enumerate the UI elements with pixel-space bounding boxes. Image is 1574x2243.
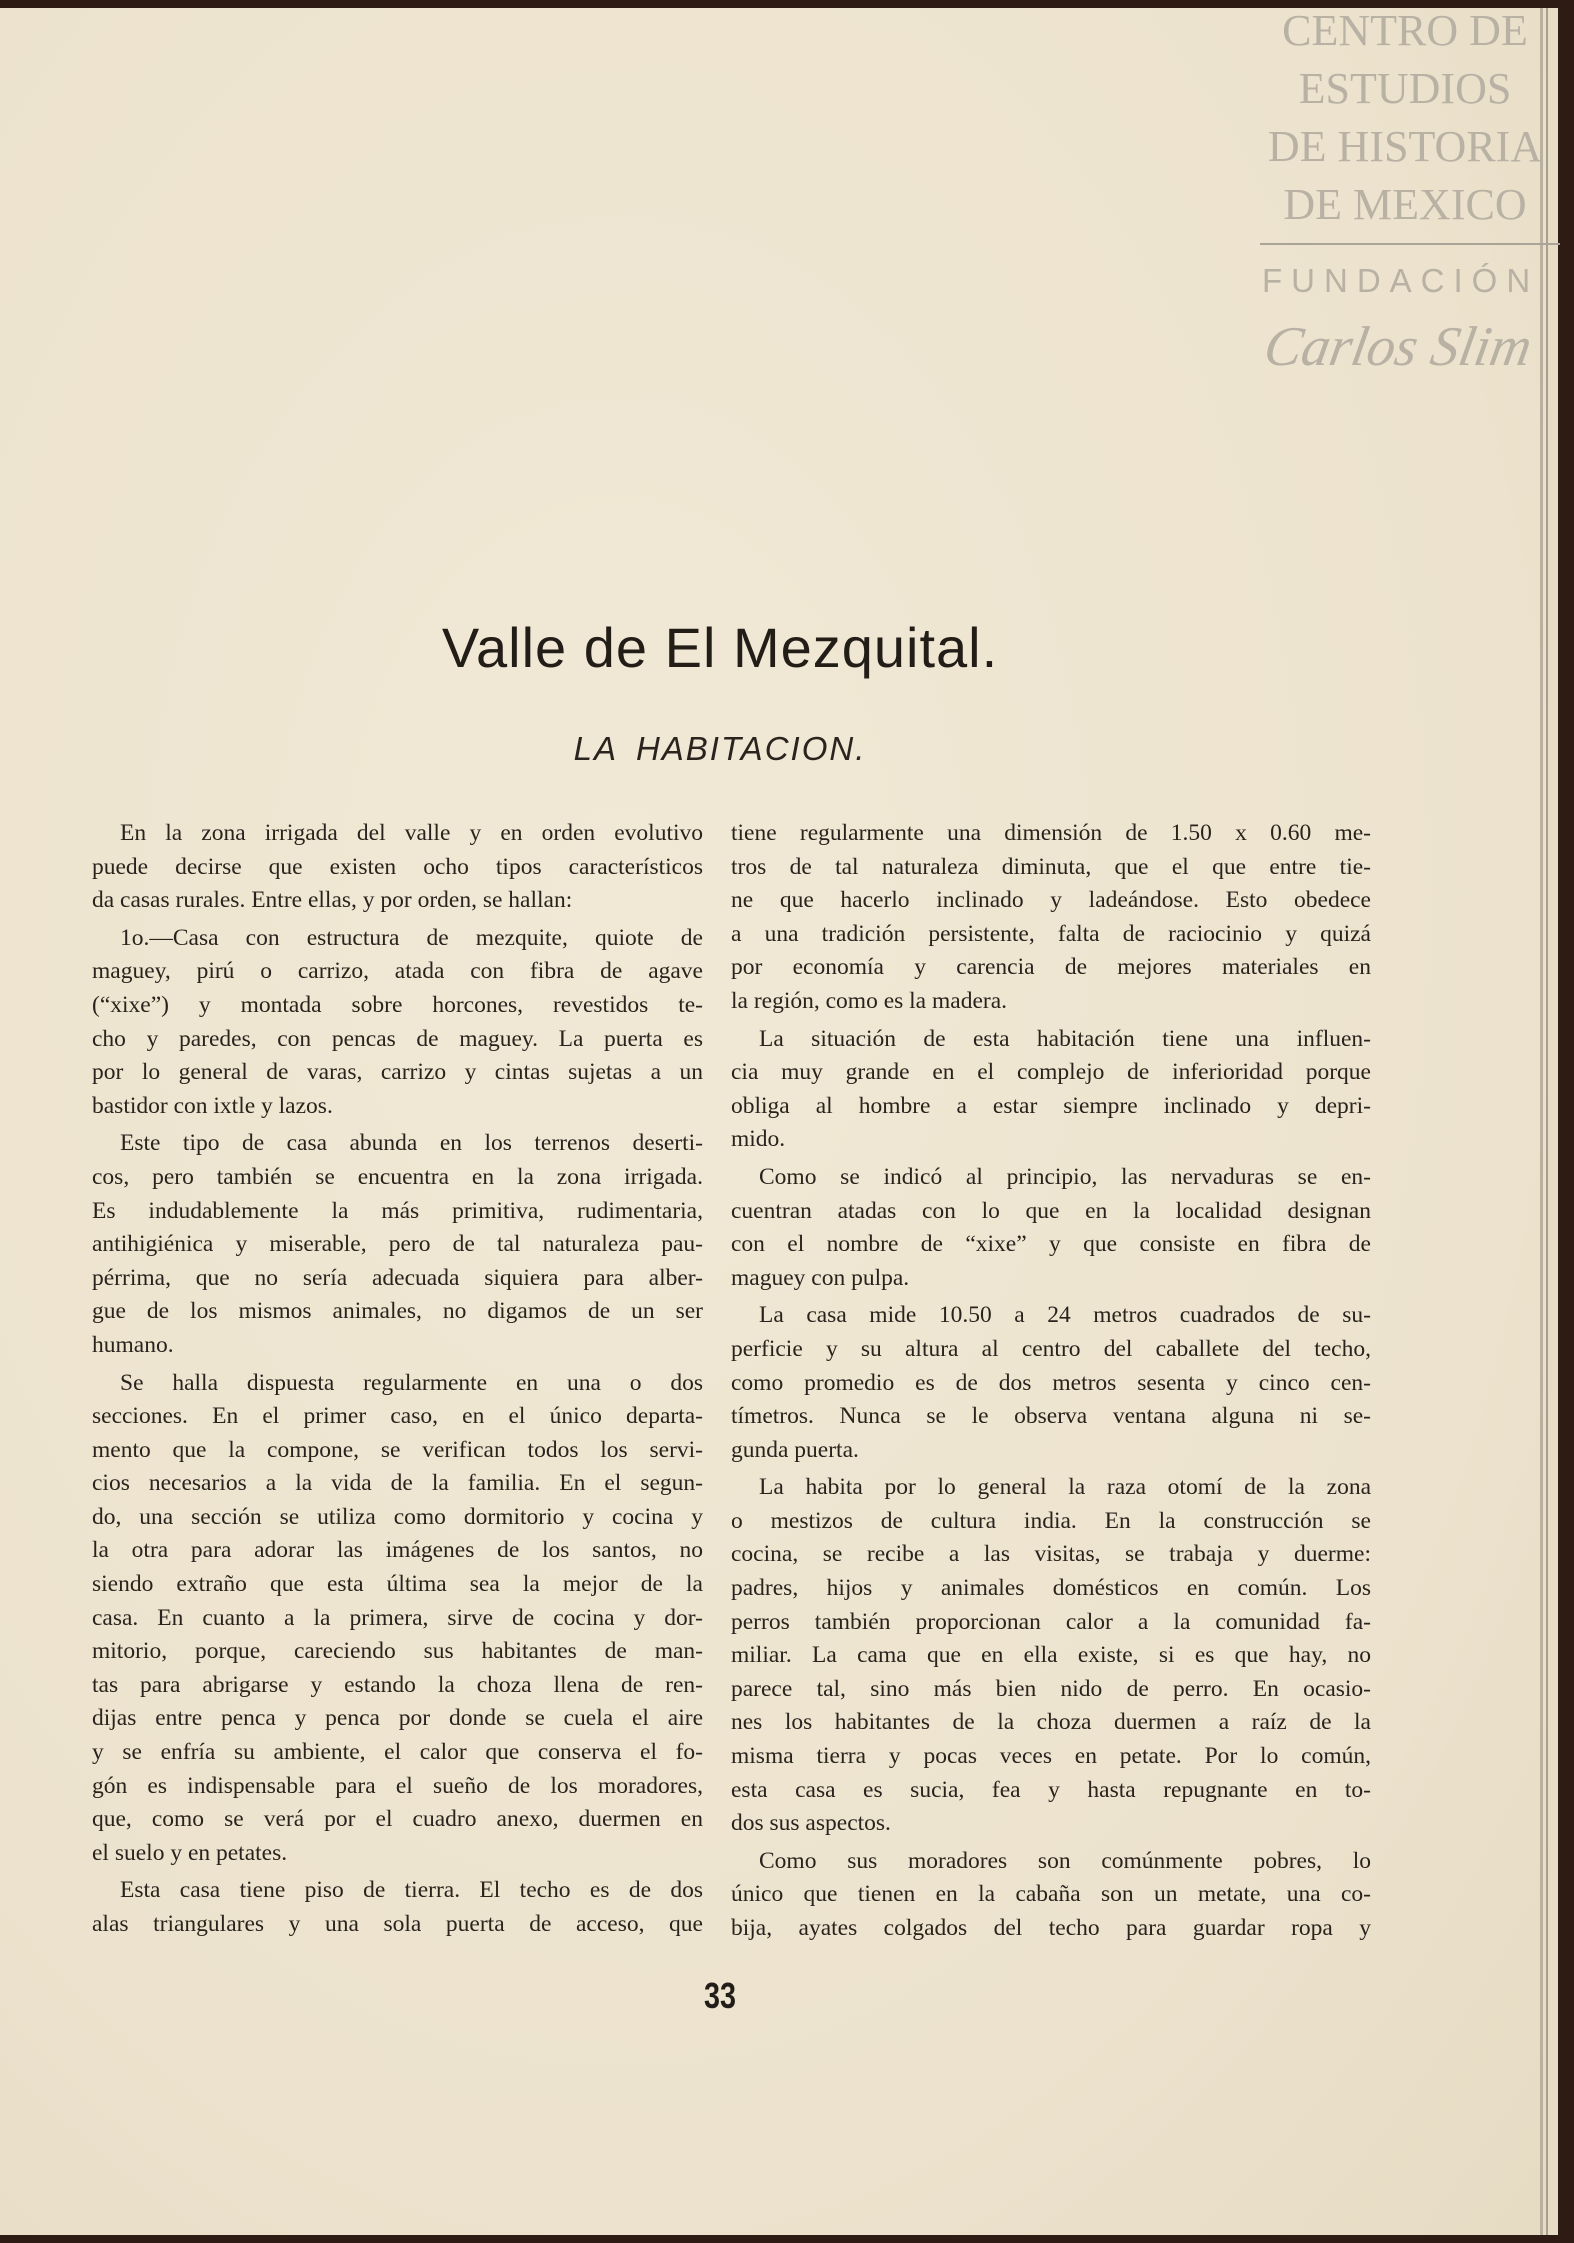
text-line: cocina, se recibe a las visitas, se trabaja y duerme:	[731, 1541, 1371, 1568]
text-line: (“xixe”) y montada sobre horcones, revestidos te-	[92, 991, 703, 1018]
text-line: padres, hijos y animales domésticos en común. Los	[731, 1575, 1371, 1602]
section-subtitle: LA HABITACION.	[573, 730, 867, 767]
text-line: mento que la compone, se verifican todos los servi-	[92, 1436, 703, 1463]
text-line: cuentran atadas con lo que en la localidad designan	[731, 1197, 1371, 1224]
text-line: y se enfría su ambiente, el calor que conserva el fo-	[92, 1739, 703, 1766]
text-line: En la zona irrigada del valle y en orden evolutivo	[120, 820, 703, 846]
text-line: obliga al hombre a estar siempre inclinado y depri-	[731, 1092, 1371, 1119]
text-column-right	[731, 817, 1371, 1950]
watermark-line: ESTUDIOS	[1298, 64, 1512, 113]
text-line: gunda puerta.	[731, 1436, 859, 1463]
text-line: miliar. La cama que en ella existe, si es que hay, no	[731, 1642, 1371, 1669]
text-line: bija, ayates colgados del techo para guardar ropa y	[731, 1915, 1371, 1941]
text-line: perficie y su altura al centro del caballete del techo,	[731, 1335, 1371, 1362]
text-column-left	[92, 817, 703, 1946]
paragraph	[92, 1367, 703, 1871]
text-line: parece tal, sino más bien nido de perro. En ocasio-	[731, 1675, 1371, 1702]
text-line: cia muy grande en el complejo de inferioridad porque	[731, 1059, 1371, 1086]
paragraph	[731, 1845, 1371, 1946]
text-line: Esta casa tiene piso de tierra. El techo es de dos	[120, 1877, 703, 1904]
text-line: alas triangulares y una sola puerta de acceso, que	[92, 1911, 703, 1937]
text-line: o mestizos de cultura india. En la construcción se	[731, 1507, 1371, 1534]
text-line: ne que hacerlo inclinado y ladeándose. Esto obedece	[731, 887, 1371, 914]
paragraph	[731, 1299, 1371, 1467]
text-line: tros de tal naturaleza diminuta, que el que entre tie-	[731, 853, 1371, 880]
text-line: siendo extraño que esta última sea la mejor de la	[92, 1571, 703, 1598]
text-line: La casa mide 10.50 a 24 metros cuadrados de su-	[759, 1302, 1371, 1329]
text-line: a una tradición persistente, falta de raciocinio y quizá	[731, 920, 1371, 947]
text-line: cos, pero también se encuentra en la zona irrigada.	[92, 1163, 703, 1190]
text-line: por lo general de varas, carrizo y cintas sujetas a un	[92, 1059, 703, 1086]
text-line: tiene regularmente una dimensión de 1.50 x 0.60 me-	[731, 820, 1371, 846]
text-line: Este tipo de casa abunda en los terrenos deserti-	[120, 1130, 703, 1157]
paragraph	[92, 922, 703, 1124]
text-line: Es indudablemente la más primitiva, rudimentaria,	[92, 1197, 703, 1224]
text-line: cho y paredes, con pencas de maguey. La puerta es	[92, 1025, 703, 1052]
watermark-foundation: FUNDACIÓN	[1262, 262, 1540, 299]
text-line: mitorio, porque, careciendo sus habitantes de man-	[92, 1638, 703, 1665]
text-line: como promedio es de dos metros sesenta y cinco cen-	[731, 1369, 1371, 1396]
text-line: esta casa es sucia, fea y hasta repugnante en to-	[731, 1776, 1371, 1803]
text-line: por economía y carencia de mejores materiales en	[731, 954, 1371, 981]
watermark-line: DE HISTORIA	[1267, 122, 1543, 171]
text-line: humano.	[92, 1331, 174, 1358]
text-line: Como se indicó al principio, las nervaduras se en-	[759, 1163, 1371, 1190]
text-line: gue de los mismos animales, no digamos de un ser	[92, 1298, 703, 1325]
paragraph	[731, 1161, 1371, 1295]
text-line: nes los habitantes de la choza duermen a raíz de la	[731, 1709, 1371, 1736]
text-line: Se halla dispuesta regularmente en una o dos	[120, 1369, 703, 1396]
text-line: maguey con pulpa.	[731, 1264, 910, 1291]
text-line: gón es indispensable para el sueño de los moradores,	[92, 1772, 703, 1799]
paragraph	[92, 1874, 703, 1941]
text-line: único que tienen en la cabaña son un metate, una co-	[731, 1881, 1371, 1908]
text-line: misma tierra y pocas veces en petate. Por lo común,	[731, 1743, 1371, 1770]
text-line: perros también proporcionan calor a la comunidad fa-	[731, 1608, 1371, 1635]
text-line: Como sus moradores son comúnmente pobres, lo	[759, 1847, 1371, 1874]
text-line: la otra para adorar las imágenes de los santos, no	[92, 1537, 703, 1564]
watermark-divider	[1260, 243, 1560, 245]
text-line: puede decirse que existen ocho tipos característicos	[92, 853, 703, 880]
watermark-institution	[1250, 2, 1560, 234]
paragraph	[731, 1471, 1371, 1841]
text-line: tas para abrigarse y estando la choza llena de ren-	[92, 1671, 703, 1698]
text-line: La habita por lo general la raza otomí de la zona	[759, 1474, 1371, 1501]
page-number: 33	[703, 1975, 737, 2016]
text-line: mido.	[731, 1126, 786, 1153]
text-line: da casas rurales. Entre ellas, y por orden, se hallan:	[92, 887, 573, 914]
text-line: con el nombre de “xixe” y que consiste en fibra de	[731, 1231, 1371, 1258]
text-line: do, una sección se utiliza como dormitorio y cocina y	[92, 1503, 703, 1530]
paragraph	[92, 1127, 703, 1362]
paragraph	[731, 1023, 1371, 1157]
text-line: La situación de esta habitación tiene una influen-	[759, 1025, 1371, 1052]
text-line: secciones. En el primer caso, en el único departa-	[92, 1403, 703, 1430]
text-line: tímetros. Nunca se le observa ventana alguna ni se-	[731, 1403, 1371, 1430]
text-line: que, como se verá por el cuadro anexo, duermen en	[92, 1806, 703, 1833]
text-line: bastidor con ixtle y lazos.	[92, 1092, 333, 1119]
text-line: pérrima, que no sería adecuada siquiera para alber-	[92, 1264, 703, 1291]
text-line: cios necesarios a la vida de la familia. En el segun-	[92, 1470, 703, 1497]
text-line: el suelo y en petates.	[92, 1839, 288, 1866]
text-line: dijas entre penca y penca por donde se cuela el aire	[92, 1705, 703, 1732]
text-line: antihigiénica y miserable, pero de tal naturaleza pau-	[92, 1231, 703, 1258]
text-line: maguey, pirú o carrizo, atada con fibra de agave	[92, 958, 703, 985]
text-line: 1o.—Casa con estructura de mezquite, quiote de	[120, 924, 703, 951]
paragraph	[92, 817, 703, 918]
watermark-line: DE MEXICO	[1283, 180, 1527, 229]
text-line: dos sus aspectos.	[731, 1810, 891, 1837]
watermark-line: CENTRO DE	[1282, 6, 1528, 55]
page-title: Valle de El Mezquital.	[441, 616, 999, 679]
text-line: la región, como es la madera.	[731, 987, 1008, 1014]
watermark-signature: Carlos Slim	[1259, 316, 1537, 378]
text-line: casa. En cuanto a la primera, sirve de cocina y dor-	[92, 1604, 703, 1631]
paragraph	[731, 817, 1371, 1019]
